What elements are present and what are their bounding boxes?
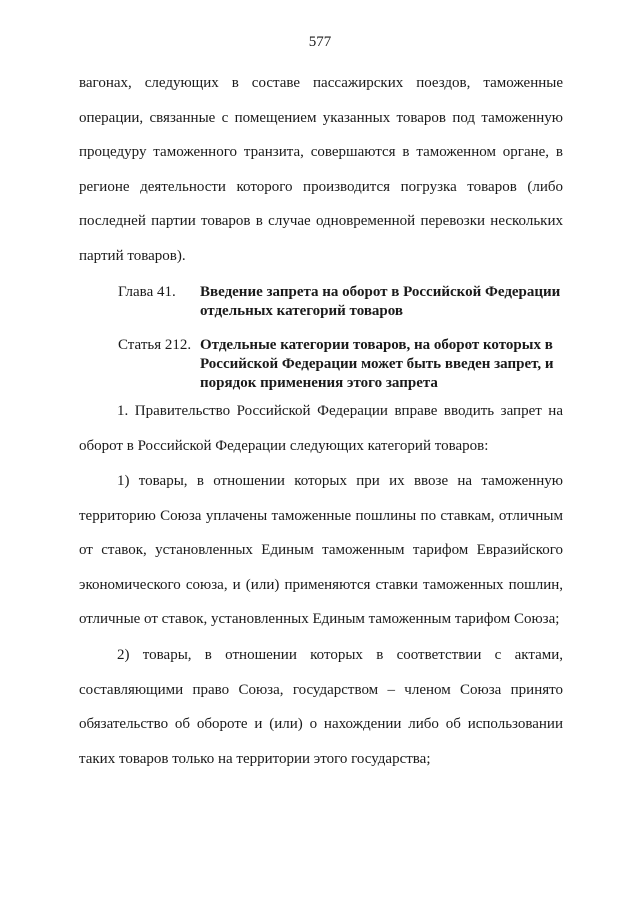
article-heading [118,336,563,393]
paragraph-item-1: 1) товары, в отношении которых при их ввозе на таможенную территорию Союза уплачены таможенные пошлины по ставкам, отличным от ставок, установленных Единым таможенным тарифом Евразийского экономического союза, и (или) применяются ставки таможенных пошлин, отличные от ставок, установленных Единым таможенным тарифом Союза; [79,473,563,627]
article-label: Статья 212. [118,337,192,353]
chapter-label: Глава 41. [118,284,176,300]
chapter-heading [118,283,563,321]
chapter-title: Введение запрета на оборот в Российской Федерации отдельных категорий товаров [200,284,561,319]
paragraph-1: 1. Правительство Российской Федерации вправе вводить запрет на оборот в Российской Федерации следующих категорий товаров: [79,403,563,454]
page-number: 577 [308,34,332,50]
article-title: Отдельные категории товаров, на оборот которых в Российской Федерации может быть введен запрет, и порядок применения этого запрета [200,337,554,391]
intro-paragraph: вагонах, следующих в составе пассажирских поездов, таможенные операции, связанные с помещением указанных товаров под таможенную процедуру таможенного транзита, совершаются в таможенном органе, в регионе деятельности которого производится погрузка товаров (либо последней партии товаров в случае одновременной перевозки нескольких партий товаров). [79,75,563,264]
paragraph-item-2: 2) товары, в отношении которых в соответствии с актами, составляющими право Союза, государством – членом Союза принято обязательство об обороте и (или) о нахождении либо об использовании таких товаров только на территории этого государства; [79,647,563,767]
